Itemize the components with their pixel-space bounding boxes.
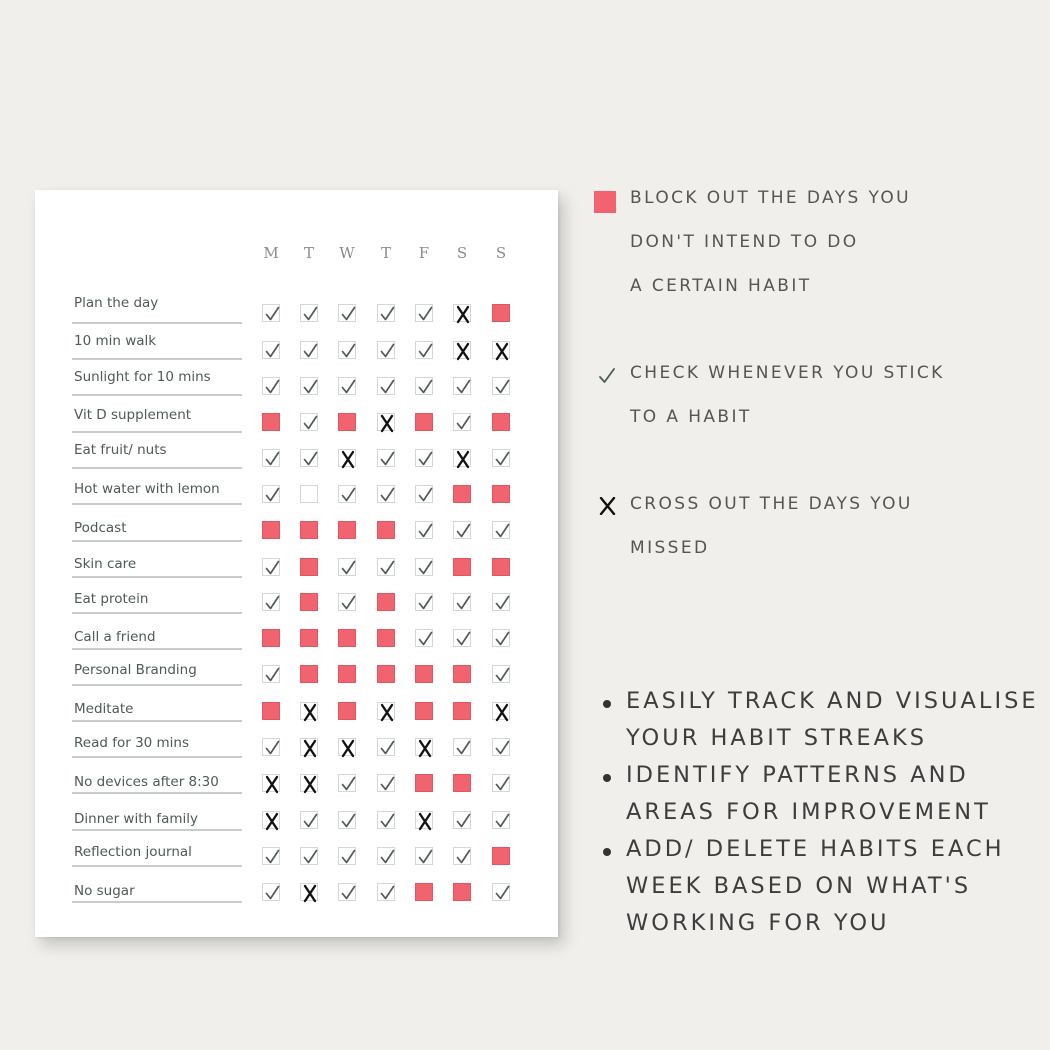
- habit-cell-check[interactable]: [453, 629, 471, 647]
- checkmark-icon: [339, 884, 357, 902]
- checkmark-icon: [416, 594, 434, 612]
- habit-cell-check[interactable]: [262, 485, 280, 503]
- checkmark-icon: [339, 378, 357, 396]
- checkmark-icon: [301, 848, 319, 866]
- checkmark-icon: [493, 666, 511, 684]
- habit-cell-block[interactable]: [492, 847, 510, 865]
- habit-cell-block[interactable]: [377, 521, 395, 539]
- habit-label: Sunlight for 10 mins: [74, 369, 211, 385]
- habit-cell-check[interactable]: [300, 413, 318, 431]
- habit-cell-check[interactable]: [492, 665, 510, 683]
- habit-cell-check[interactable]: [300, 377, 318, 395]
- habit-cell-block[interactable]: [338, 665, 356, 683]
- checkmark-icon: [339, 848, 357, 866]
- checkmark-icon: [301, 812, 319, 830]
- checkmark-icon: [454, 739, 472, 757]
- habit-cell-check[interactable]: [300, 449, 318, 467]
- habit-cell-block[interactable]: [453, 774, 471, 792]
- checkmark-icon: [416, 848, 434, 866]
- checkmark-icon: [493, 594, 511, 612]
- habit-cell-block[interactable]: [300, 593, 318, 611]
- feature-3-line-2: WEEK BASED ON WHAT'S: [626, 873, 972, 899]
- habit-label: Dinner with family: [74, 811, 199, 827]
- checkmark-icon: [454, 594, 472, 612]
- habit-cell-check[interactable]: [415, 558, 433, 576]
- habit-cell-check[interactable]: [415, 521, 433, 539]
- checkmark-icon: [339, 305, 357, 323]
- habit-cell-check[interactable]: [415, 593, 433, 611]
- checkmark-icon: [378, 775, 396, 793]
- habit-cell-block[interactable]: [415, 774, 433, 792]
- cross-icon: [378, 703, 396, 721]
- checkmark-icon: [378, 559, 396, 577]
- habit-cell-cross[interactable]: [377, 413, 395, 431]
- checkmark-icon: [416, 450, 434, 468]
- habit-cell-cross[interactable]: [453, 304, 471, 322]
- habit-cell-cross[interactable]: [377, 702, 395, 720]
- habit-cell-check[interactable]: [300, 847, 318, 865]
- checkmark-icon: [301, 342, 319, 360]
- habit-cell-check[interactable]: [262, 558, 280, 576]
- habit-cell-block[interactable]: [262, 702, 280, 720]
- cross-icon: [416, 812, 434, 830]
- cross-icon: [454, 305, 472, 323]
- legend-block-line-2: DON'T INTEND TO DO: [630, 232, 859, 252]
- cross-icon: [301, 775, 319, 793]
- habit-cell-check[interactable]: [492, 449, 510, 467]
- checkmark-icon: [263, 594, 281, 612]
- feature-3-line-1: ADD/ DELETE HABITS EACH: [626, 836, 1005, 862]
- habit-cell-block[interactable]: [338, 702, 356, 720]
- habit-label: No devices after 8:30: [74, 774, 219, 790]
- habit-cell-check[interactable]: [377, 485, 395, 503]
- legend-check-line-1: CHECK WHENEVER YOU STICK: [630, 363, 945, 383]
- habit-underline: [72, 394, 242, 396]
- habit-cell-cross[interactable]: [453, 449, 471, 467]
- habit-cell-block[interactable]: [453, 883, 471, 901]
- checkmark-icon: [301, 305, 319, 323]
- checkmark-icon: [493, 884, 511, 902]
- checkmark-icon: [378, 486, 396, 504]
- checkmark-icon: [493, 775, 511, 793]
- habit-cell-block[interactable]: [415, 665, 433, 683]
- habit-cell-check[interactable]: [377, 449, 395, 467]
- bullet-icon: [603, 848, 611, 856]
- habit-cell-check[interactable]: [262, 304, 280, 322]
- checkmark-icon: [493, 522, 511, 540]
- habit-cell-check[interactable]: [377, 738, 395, 756]
- habit-underline: [72, 756, 242, 758]
- habit-cell-cross[interactable]: [338, 738, 356, 756]
- habit-label: Vit D supplement: [74, 407, 192, 423]
- cross-icon: [339, 739, 357, 757]
- checkmark-icon: [263, 848, 281, 866]
- checkmark-icon: [263, 305, 281, 323]
- habit-cell-check[interactable]: [415, 629, 433, 647]
- habit-underline: [72, 358, 242, 360]
- habit-cell-check[interactable]: [415, 341, 433, 359]
- habit-underline: [72, 576, 242, 578]
- cross-icon: [416, 739, 434, 757]
- cross-icon: [493, 703, 511, 721]
- habit-cell-check[interactable]: [338, 883, 356, 901]
- habit-label: Reflection journal: [74, 844, 192, 860]
- checkmark-icon: [378, 739, 396, 757]
- habit-cell-cross[interactable]: [453, 341, 471, 359]
- checkmark-icon: [339, 812, 357, 830]
- habit-cell-check[interactable]: [415, 847, 433, 865]
- checkmark-icon: [378, 450, 396, 468]
- red-square-icon: [594, 191, 616, 213]
- habit-cell-check[interactable]: [262, 665, 280, 683]
- habit-cell-block[interactable]: [262, 629, 280, 647]
- habit-cell-check[interactable]: [415, 377, 433, 395]
- checkmark-icon: [454, 630, 472, 648]
- day-header: F: [418, 244, 430, 262]
- day-header: T: [380, 244, 391, 262]
- bullet-icon: [603, 774, 611, 782]
- cross-icon: [301, 884, 319, 902]
- habit-underline: [72, 322, 242, 324]
- checkmark-icon: [263, 884, 281, 902]
- feature-2-line-2: AREAS FOR IMPROVEMENT: [626, 799, 991, 825]
- checkmark-icon: [493, 378, 511, 396]
- feature-1-line-2: YOUR HABIT STREAKS: [626, 725, 928, 751]
- habit-underline: [72, 829, 242, 831]
- habit-cell-check[interactable]: [300, 811, 318, 829]
- habit-cell-check[interactable]: [492, 811, 510, 829]
- checkmark-icon: [339, 594, 357, 612]
- checkmark-icon: [263, 559, 281, 577]
- checkmark-icon: [416, 378, 434, 396]
- checkmark-icon: [493, 630, 511, 648]
- habit-cell-check[interactable]: [338, 304, 356, 322]
- cross-icon: [339, 450, 357, 468]
- habit-label: Call a friend: [74, 629, 156, 645]
- habit-underline: [72, 720, 242, 722]
- habit-cell-check[interactable]: [415, 485, 433, 503]
- habit-cell-cross[interactable]: [300, 883, 318, 901]
- checkmark-icon: [263, 378, 281, 396]
- habit-underline: [72, 467, 242, 469]
- habit-label: Podcast: [74, 520, 127, 536]
- habit-cell-block[interactable]: [377, 665, 395, 683]
- habit-cell-check[interactable]: [377, 883, 395, 901]
- habit-cell-check[interactable]: [377, 341, 395, 359]
- habit-cell-block[interactable]: [492, 558, 510, 576]
- habit-cell-check[interactable]: [453, 377, 471, 395]
- habit-cell-block[interactable]: [453, 558, 471, 576]
- habit-cell-check[interactable]: [338, 774, 356, 792]
- habit-cell-check[interactable]: [492, 774, 510, 792]
- habit-cell-check[interactable]: [338, 811, 356, 829]
- habit-cell-block[interactable]: [415, 883, 433, 901]
- habit-cell-check[interactable]: [415, 449, 433, 467]
- habit-cell-block[interactable]: [300, 521, 318, 539]
- habit-cell-check[interactable]: [453, 847, 471, 865]
- checkmark-icon: [263, 450, 281, 468]
- habit-cell-check[interactable]: [492, 883, 510, 901]
- habit-cell-check[interactable]: [262, 847, 280, 865]
- habit-cell-check[interactable]: [415, 304, 433, 322]
- habit-cell-block[interactable]: [492, 304, 510, 322]
- habit-label: Plan the day: [74, 295, 159, 311]
- day-header: M: [263, 244, 279, 262]
- cross-icon: [263, 812, 281, 830]
- habit-cell-check[interactable]: [492, 377, 510, 395]
- habit-cell-check[interactable]: [377, 558, 395, 576]
- habit-cell-check[interactable]: [377, 811, 395, 829]
- habit-underline: [72, 503, 242, 505]
- habit-cell-block[interactable]: [300, 558, 318, 576]
- cross-icon: [301, 703, 319, 721]
- checkmark-icon: [378, 848, 396, 866]
- habit-cell-block[interactable]: [377, 593, 395, 611]
- habit-underline: [72, 540, 242, 542]
- habit-cell-check[interactable]: [453, 811, 471, 829]
- checkmark-icon: [416, 486, 434, 504]
- habit-label: Read for 30 mins: [74, 735, 190, 751]
- habit-underline: [72, 901, 242, 903]
- feature-1-line-1: EASILY TRACK AND VISUALISE: [626, 688, 1039, 714]
- habit-cell-cross[interactable]: [338, 449, 356, 467]
- habit-cell-check[interactable]: [300, 304, 318, 322]
- habit-label: No sugar: [74, 883, 135, 899]
- habit-cell-cross[interactable]: [492, 341, 510, 359]
- habit-cell-check[interactable]: [377, 774, 395, 792]
- habit-cell-check[interactable]: [492, 629, 510, 647]
- habit-cell-check[interactable]: [262, 883, 280, 901]
- habit-cell-check[interactable]: [492, 521, 510, 539]
- habit-cell-cross[interactable]: [300, 774, 318, 792]
- habit-underline: [72, 792, 242, 794]
- checkmark-icon: [378, 378, 396, 396]
- checkmark-icon: [339, 559, 357, 577]
- habit-cell-check[interactable]: [338, 485, 356, 503]
- habit-cell-check[interactable]: [262, 449, 280, 467]
- habit-label: Eat fruit/ nuts: [74, 442, 167, 458]
- checkmark-icon: [378, 342, 396, 360]
- habit-label: Personal Branding: [74, 662, 197, 678]
- checkmark-icon: [493, 739, 511, 757]
- cross-icon: [263, 775, 281, 793]
- legend-block-line-1: BLOCK OUT THE DAYS YOU: [630, 188, 912, 208]
- legend-check-line-2: TO A HABIT: [630, 407, 752, 427]
- checkmark-icon: [301, 378, 319, 396]
- habit-cell-check[interactable]: [262, 738, 280, 756]
- checkmark-icon: [454, 812, 472, 830]
- habit-cell-cross[interactable]: [300, 702, 318, 720]
- checkmark-icon: [378, 884, 396, 902]
- habit-cell-block[interactable]: [338, 413, 356, 431]
- habit-underline: [72, 612, 242, 614]
- cross-icon: [378, 414, 396, 432]
- day-header: T: [303, 244, 314, 262]
- habit-cell-check[interactable]: [262, 593, 280, 611]
- habit-cell-block[interactable]: [262, 413, 280, 431]
- checkmark-icon: [263, 486, 281, 504]
- checkmark-icon: [263, 342, 281, 360]
- checkmark-icon: [598, 367, 616, 385]
- checkmark-icon: [416, 630, 434, 648]
- habit-cell-cross[interactable]: [262, 811, 280, 829]
- habit-label: Hot water with lemon: [74, 481, 220, 497]
- habit-cell-block[interactable]: [453, 702, 471, 720]
- checkmark-icon: [493, 450, 511, 468]
- checkmark-icon: [339, 486, 357, 504]
- habit-cell-check[interactable]: [262, 377, 280, 395]
- habit-cell-check[interactable]: [453, 593, 471, 611]
- habit-cell-block[interactable]: [300, 665, 318, 683]
- habit-cell-empty[interactable]: [300, 485, 318, 503]
- habit-cell-block[interactable]: [338, 629, 356, 647]
- habit-cell-block[interactable]: [338, 521, 356, 539]
- habit-cell-cross[interactable]: [262, 774, 280, 792]
- checkmark-icon: [339, 775, 357, 793]
- habit-cell-cross[interactable]: [492, 702, 510, 720]
- habit-cell-cross[interactable]: [300, 738, 318, 756]
- cross-icon: [599, 497, 617, 515]
- cross-icon: [454, 342, 472, 360]
- checkmark-icon: [301, 414, 319, 432]
- habit-cell-check[interactable]: [377, 304, 395, 322]
- habit-cell-block[interactable]: [262, 521, 280, 539]
- habit-cell-cross[interactable]: [415, 811, 433, 829]
- habit-cell-block[interactable]: [453, 665, 471, 683]
- cross-icon: [454, 450, 472, 468]
- habit-label: Eat protein: [74, 591, 149, 607]
- habit-cell-cross[interactable]: [415, 738, 433, 756]
- habit-cell-block[interactable]: [453, 485, 471, 503]
- checkmark-icon: [416, 559, 434, 577]
- checkmark-icon: [263, 739, 281, 757]
- checkmark-icon: [454, 848, 472, 866]
- checkmark-icon: [416, 522, 434, 540]
- legend-cross-line-2: MISSED: [630, 538, 710, 558]
- habit-cell-check[interactable]: [453, 413, 471, 431]
- checkmark-icon: [454, 522, 472, 540]
- cross-icon: [301, 739, 319, 757]
- checkmark-icon: [416, 305, 434, 323]
- habit-cell-check[interactable]: [453, 738, 471, 756]
- legend-block-line-3: A CERTAIN HABIT: [630, 276, 812, 296]
- habit-cell-check[interactable]: [492, 738, 510, 756]
- checkmark-icon: [339, 342, 357, 360]
- legend-cross-line-1: CROSS OUT THE DAYS YOU: [630, 494, 913, 514]
- habit-cell-block[interactable]: [415, 413, 433, 431]
- checkmark-icon: [378, 305, 396, 323]
- checkmark-icon: [301, 450, 319, 468]
- feature-2-line-1: IDENTIFY PATTERNS AND: [626, 762, 969, 788]
- habit-cell-check[interactable]: [338, 558, 356, 576]
- checkmark-icon: [454, 414, 472, 432]
- bullet-icon: [603, 700, 611, 708]
- habit-underline: [72, 431, 242, 433]
- habit-cell-check[interactable]: [338, 593, 356, 611]
- checkmark-icon: [263, 666, 281, 684]
- habit-underline: [72, 865, 242, 867]
- habit-label: Meditate: [74, 701, 134, 717]
- habit-cell-check[interactable]: [377, 377, 395, 395]
- checkmark-icon: [378, 812, 396, 830]
- habit-label: Skin care: [74, 556, 137, 572]
- habit-cell-check[interactable]: [377, 847, 395, 865]
- habit-underline: [72, 648, 242, 650]
- checkmark-icon: [416, 342, 434, 360]
- habit-cell-block[interactable]: [492, 485, 510, 503]
- habit-cell-check[interactable]: [262, 341, 280, 359]
- checkmark-icon: [493, 812, 511, 830]
- cross-icon: [493, 342, 511, 360]
- habit-label: 10 min walk: [74, 333, 157, 349]
- feature-3-line-3: WORKING FOR YOU: [626, 910, 890, 936]
- habit-cell-check[interactable]: [492, 593, 510, 611]
- habit-cell-check[interactable]: [338, 377, 356, 395]
- day-header: W: [339, 244, 355, 262]
- day-header: S: [495, 244, 507, 262]
- habit-cell-check[interactable]: [300, 341, 318, 359]
- habit-cell-check[interactable]: [338, 847, 356, 865]
- habit-cell-block[interactable]: [300, 629, 318, 647]
- habit-underline: [72, 684, 242, 686]
- habit-cell-block[interactable]: [415, 702, 433, 720]
- day-header: S: [456, 244, 468, 262]
- checkmark-icon: [454, 378, 472, 396]
- habit-cell-check[interactable]: [338, 341, 356, 359]
- habit-cell-check[interactable]: [453, 521, 471, 539]
- habit-cell-block[interactable]: [377, 629, 395, 647]
- habit-cell-block[interactable]: [492, 413, 510, 431]
